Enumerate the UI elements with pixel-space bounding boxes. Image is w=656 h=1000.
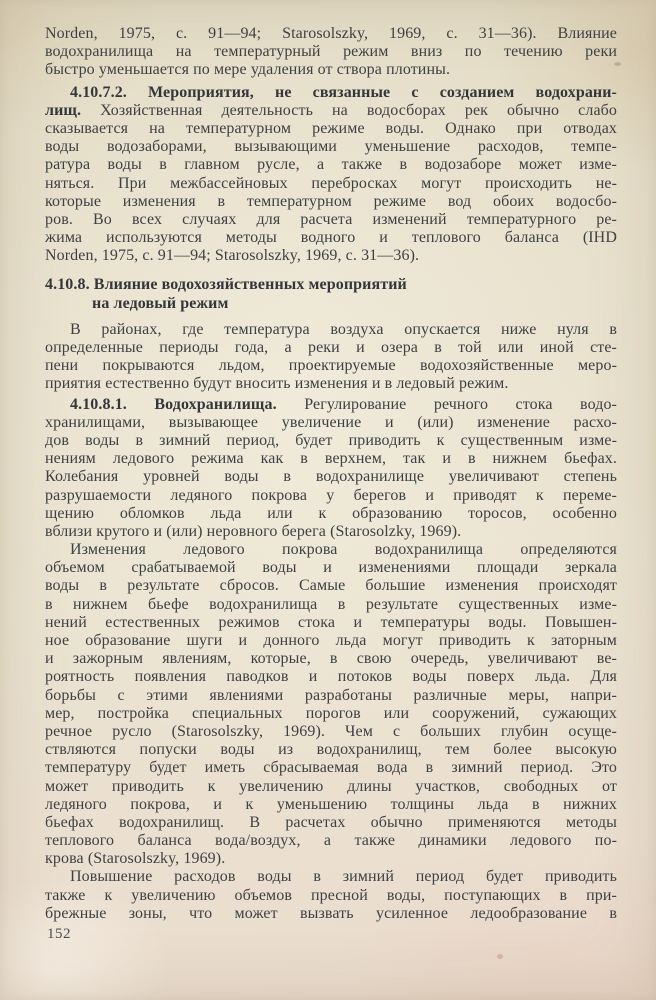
paragraph-ice-cover [45,541,617,868]
text-line: также к увеличению объемов пресной воды, поступающих в при- [45,886,617,904]
paragraph-4-10-8-1-reservoirs [45,396,617,542]
text-line: пени покрываются льдом, проектируемые водохозяйственные меро- [45,357,617,375]
text-line: нений естественных режимов стока и температуры воды. Повышен- [45,613,617,631]
text-line: нениям ледового режима как в верхнем, так и в нижнем бьефах. [45,450,617,468]
text-line: Повышение расходов воды в зимний период будет приводить [70,868,617,886]
text-line: ствляются попуски воды из водохранилищ, тем более высокую [45,741,617,759]
text-line: воды в результате сбросов. Самые большие изменения происходят [45,577,617,595]
text-line: быстро уменьшается по мере удаления от створа плотины. [45,61,451,79]
text-line: дов воды в зимний период, будет приводить к существенным изме- [45,431,617,449]
text-line: в нижнем бьефе водохранилища в результате существенных изме- [45,595,617,613]
text-line: жима используются методы водного и теплового баланса (IHD [45,229,617,247]
section-heading-4-10-8 [45,276,617,312]
text-line: Norden, 1975, с. 91—94; Starosolszky, 1969, с. 31—36). [45,247,420,265]
text-line: определенные периоды года, а реки и озера в той или иной сте- [45,339,617,356]
text-line: Колебания уровней воды в водохранилище увеличивают степень [45,468,617,486]
text-line: щению обломков льда или к образованию торосов, особенно [45,504,617,522]
text-line: может приводить к увеличению длины участков, свободных от [45,777,617,795]
text-line: мер, постройка специальных порогов или сооружений, сужающих [45,704,617,722]
text-line: ледяного покрова, и к уменьшению толщины льда в нижних [45,795,617,813]
text-line: Norden, 1975, с. 91—94; Starosolszky, 1969, с. 31—36). Влияние [45,25,617,42]
text-line: борьбы с этими явлениями разработаны различные меры, напри- [45,686,617,704]
paragraph-regions [45,321,617,394]
text-line: воды водозаборами, вызывающими уменьшение расходов, темпе- [45,138,617,156]
section-heading-line: 4.10.8. Влияние водохозяйственных мероприятий [45,276,407,294]
paragraph-4-10-7-2-measures [45,84,617,266]
text-line-rest: Регулирование речного стока водо- [304,395,617,413]
paper-speck [497,954,503,959]
text-line: роятность появления паводков и потоков воды поверх льда. Для [45,668,617,686]
page-number: 152 [47,926,71,942]
text-line-rest: Хозяйственная деятельность на водосборах рек обычно слабо [100,101,617,119]
text-line: речное русло (Starosolszky, 1969). Чем с больших глубин осуще- [45,722,617,740]
text-line: приятия естественно будут вносить изменения и в ледовый режим. [45,375,509,393]
text-line: хранилищами, вызывающее увеличение и (или) изменение расхо- [45,413,617,431]
text-line: брежные зоны, что может вызвать усиленное ледообразование в [45,904,617,922]
text-line: которые изменения в температурном режиме вод обоих водосбо- [45,192,617,210]
text-line: Изменения ледового покрова водохранилища определяются [70,541,617,559]
subsection-title-lead: лищ. [45,101,82,119]
text-line: крова (Starosolszky, 1969). [45,850,226,868]
subsection-title-line: 4.10.7.2. Мероприятия, не связанные с созданием водохрани- [70,83,617,101]
text-line: водохранилища на температурный режим вниз по течению реки [45,43,617,61]
text-line: сказывается на температурном режиме воды. Однако при отводах [45,119,617,137]
text-line [45,396,617,414]
text-line: ратура воды в главном русле, а также в водозаборе может изме- [45,156,617,174]
section-heading-line: на ледовый режим [92,294,229,312]
text-line: разрушаемости ледяного покрова у берегов и приводят к переме- [45,486,617,504]
text-line: бьефах водохранилищ. В расчетах обычно применяются методы [45,813,617,831]
text-line [45,102,617,120]
text-line: ное образование шуги и донного льда могут приводить к заторным [45,632,617,649]
text-line: теплового баланса вода/воздух, а также динамики ледового по- [45,832,617,850]
text-line: объемом срабатываемой воды и изменениями площади зеркала [45,559,617,577]
text-line: В районах, где температура воздуха опускается ниже нуля в [70,320,617,338]
text-line: температуру будет иметь сбрасываемая вода в зимний период. Это [45,759,617,777]
subsection-title-lead: 4.10.8.1. Водохранилища. [70,395,277,413]
text-line: вблизи крутого и (или) неровного берега (Starosolzky, 1969). [45,522,462,540]
text-column [45,25,617,923]
text-line: ров. Во всех случаях для расчета изменений температурного ре- [45,210,617,228]
text-line: няться. При межбассейновых перебросках могут происходить не- [45,174,617,192]
paragraph-norden-continuation [45,25,617,80]
text-line: и зажорным явлениям, которые, в свою очередь, увеличивают ве- [45,650,617,668]
paragraph-winter-flow [45,868,617,923]
